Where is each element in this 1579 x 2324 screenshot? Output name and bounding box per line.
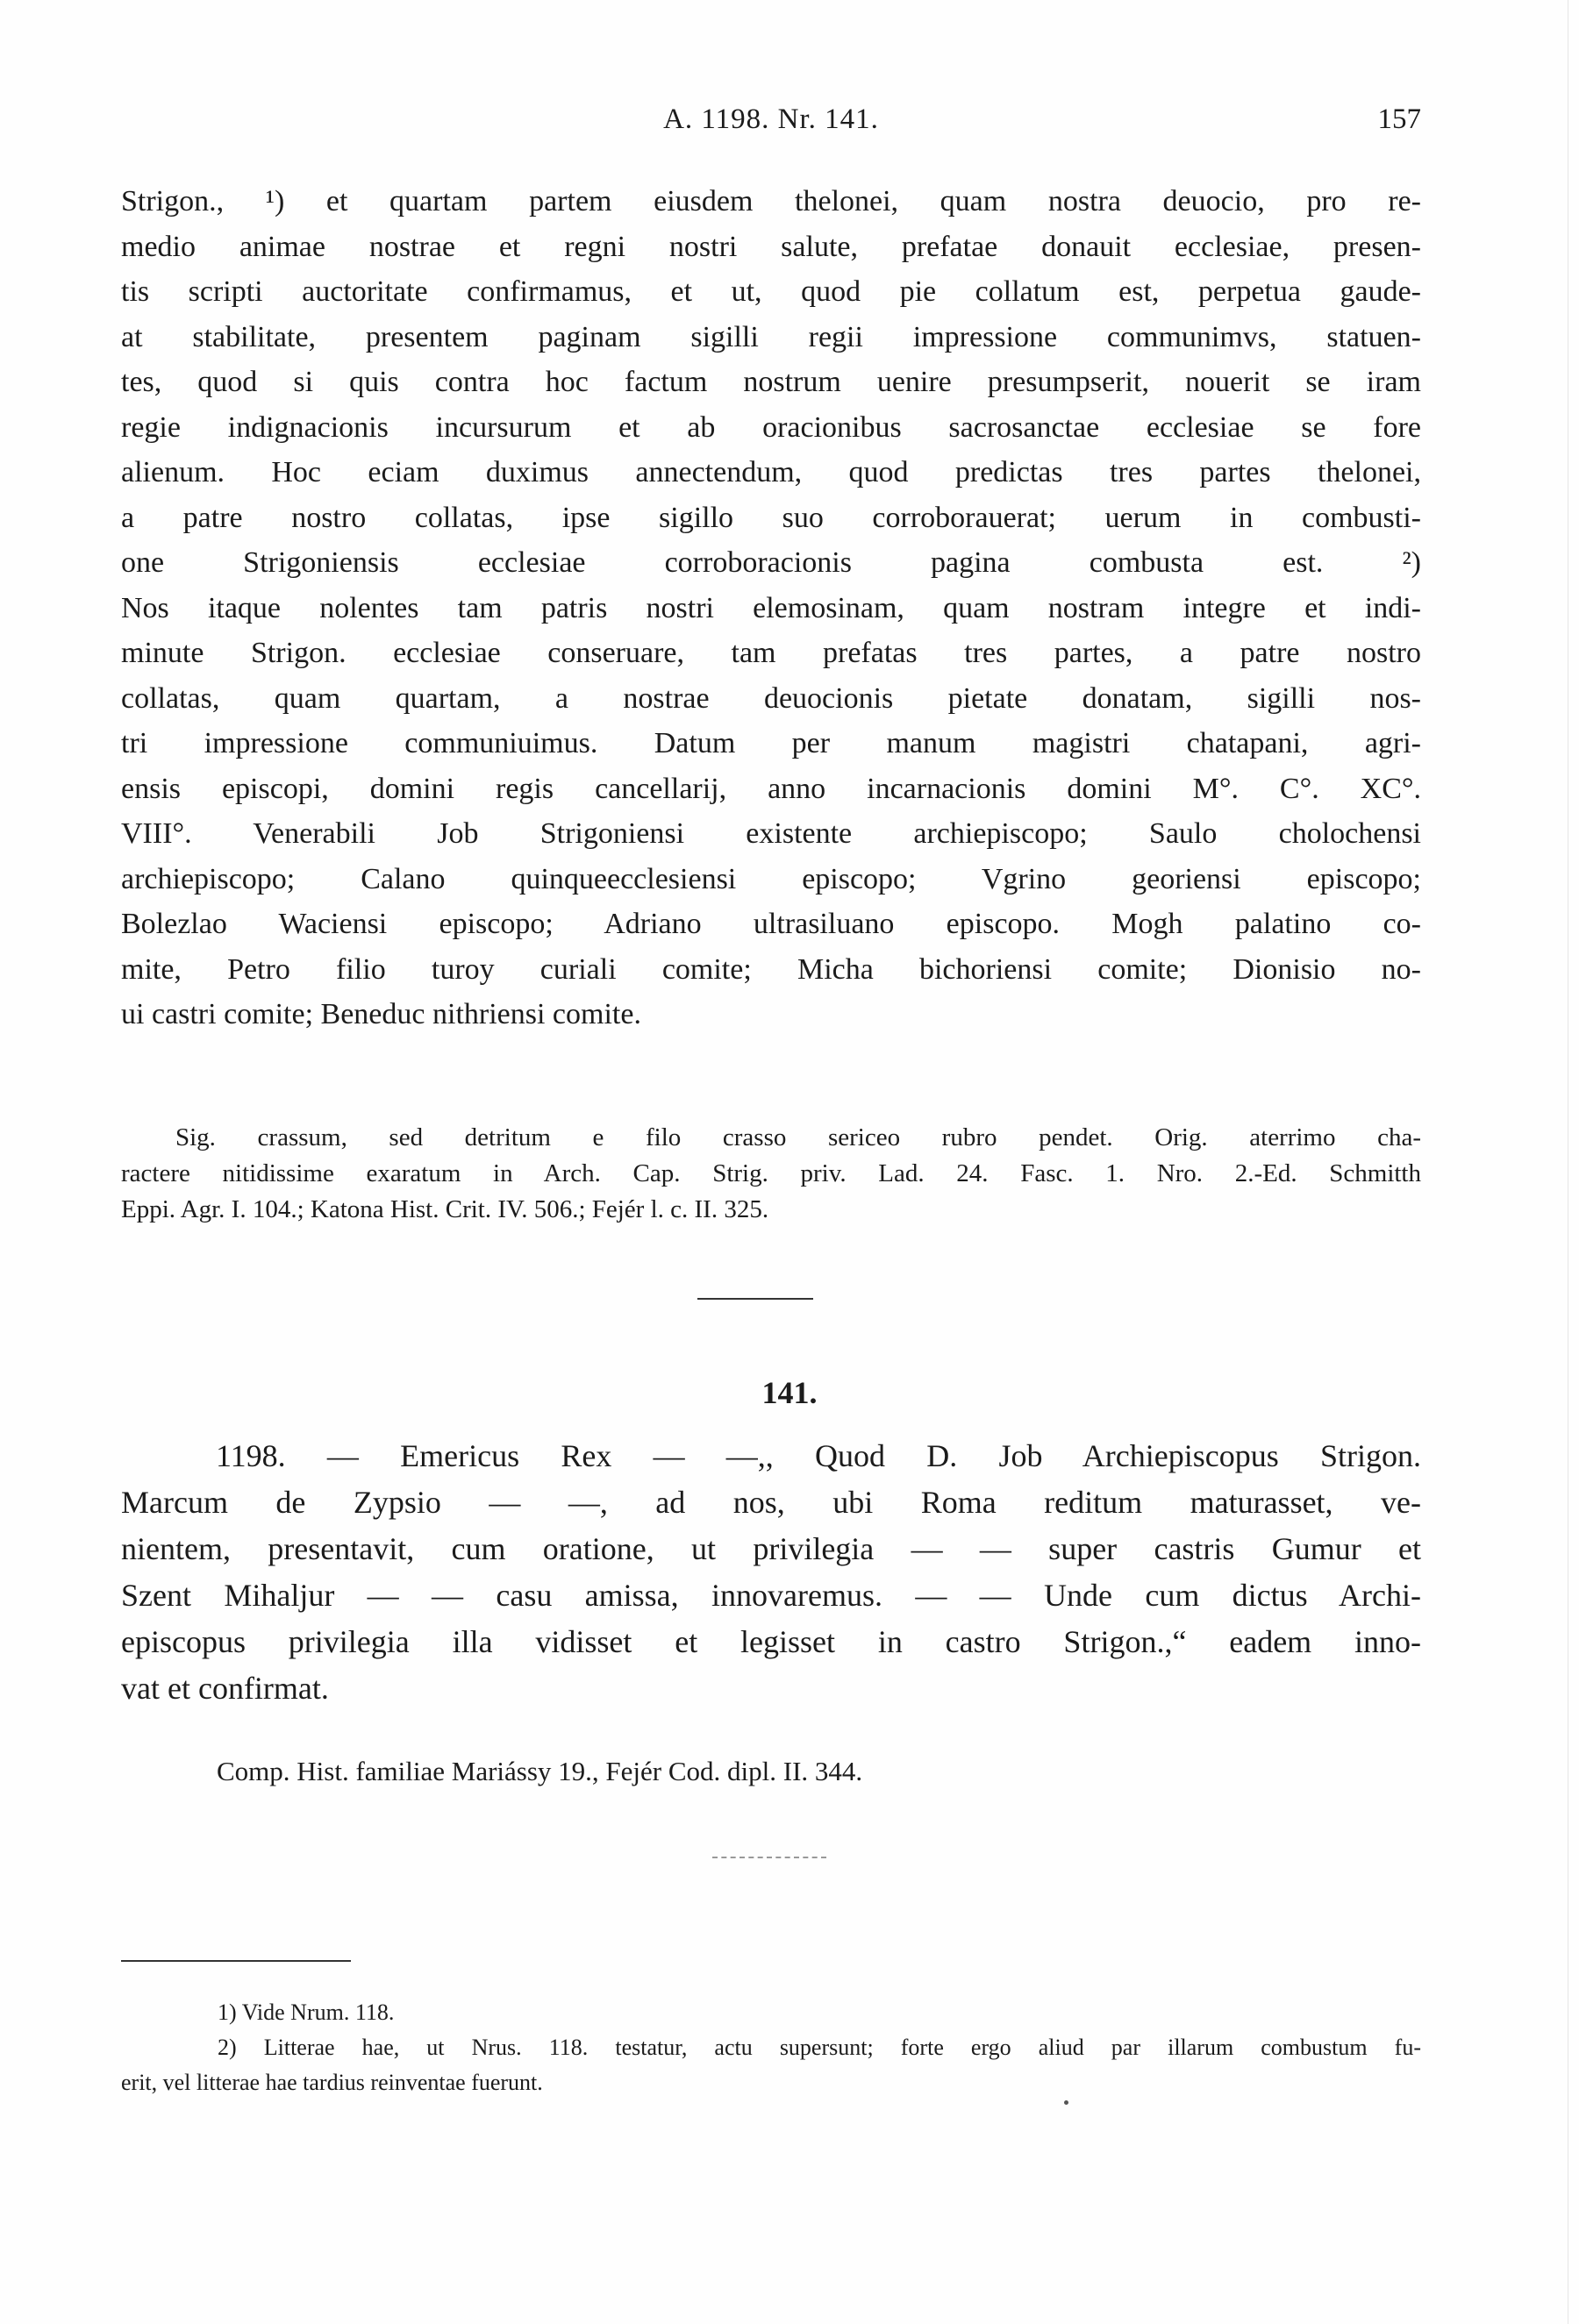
regest-line: nientem, presentavit, cum oratione, ut privilegia — — super castris Gumur et bbox=[121, 1531, 1421, 1566]
text-line: archiepiscopo; Calano quinqueecclesiensi episcopo; Vgrino georiensi episcopo; bbox=[121, 862, 1421, 895]
source-citation: Comp. Hist. familiae Mariássy 19., Fejér Cod. dipl. II. 344. bbox=[217, 1756, 863, 1786]
text-line: tes, quod si quis contra hoc factum nostrum uenire presumpserit, nouerit se iram bbox=[121, 366, 1421, 398]
text-line: Strigon., ¹) et quartam partem eiusdem thelonei, quam nostra deuocio, pro re- bbox=[121, 185, 1421, 217]
regest-line: Szent Mihaljur — — casu amissa, innovaremus. — — Unde cum dictus Archi- bbox=[121, 1578, 1421, 1613]
regest-text bbox=[121, 1433, 1421, 1712]
page-number: 157 bbox=[1377, 103, 1421, 135]
footnotes bbox=[121, 1995, 1421, 2100]
seal-note-line: Sig. crassum, sed detritum e filo crasso sericeo rubro pendet. Orig. aterrimo cha- bbox=[175, 1123, 1421, 1151]
text-line: VIII°. Venerabili Job Strigoniensi existente archiepiscopo; Saulo cholochensi bbox=[121, 817, 1421, 850]
text-line: alienum. Hoc eciam duximus annectendum, quod predictas tres partes thelonei, bbox=[121, 456, 1421, 488]
seal-note-line: ractere nitidissime exaratum in Arch. Cap. Strig. priv. Lad. 24. Fasc. 1. Nro. 2.-Ed. Schmitth bbox=[121, 1159, 1421, 1187]
seal-note-line: Eppi. Agr. I. 104.; Katona Hist. Crit. IV. 506.; Fejér l. c. II. 325. bbox=[121, 1195, 769, 1223]
dashed-divider bbox=[712, 1857, 826, 1858]
document-number: 141. bbox=[761, 1375, 818, 1410]
regest-line: 1198. — Emericus Rex — —,, Quod D. Job Archiepiscopus Strigon. bbox=[216, 1438, 1421, 1473]
running-head: A. 1198. Nr. 141. bbox=[663, 103, 879, 135]
text-line: tri impressione communiuimus. Datum per manum magistri chatapani, agri- bbox=[121, 727, 1421, 759]
ink-dot bbox=[1064, 2100, 1068, 2105]
text-line: one Strigoniensis ecclesiae corroboracionis pagina combusta est. ²) bbox=[121, 546, 1421, 579]
page-header bbox=[121, 103, 1421, 139]
section-divider bbox=[697, 1298, 813, 1300]
text-line: ensis episcopi, domini regis cancellarij, anno incarnacionis domini M°. C°. XC°. bbox=[121, 772, 1421, 805]
text-line: Bolezlao Waciensi episcopo; Adriano ultrasiluano episcopo. Mogh palatino co- bbox=[121, 908, 1421, 940]
regest-line: vat et confirmat. bbox=[121, 1671, 329, 1706]
text-line: ui castri comite; Beneduc nithriensi comite. bbox=[121, 998, 641, 1030]
regest-line: episcopus privilegia illa vidisset et legisset in castro Strigon.,“ eadem inno- bbox=[121, 1624, 1421, 1659]
text-line: collatas, quam quartam, a nostrae deuocionis pietate donatam, sigilli nos- bbox=[121, 681, 1421, 715]
footnote-1: 1) Vide Nrum. 118. bbox=[218, 2000, 395, 2025]
text-line: tis scripti auctoritate confirmamus, et ut, quod pie collatum est, perpetua gaude- bbox=[121, 275, 1421, 308]
footnote-2: 2) Litterae hae, ut Nrus. 118. testatur, actu supersunt; forte ergo aliud par illarum combustum fu- bbox=[218, 2035, 1421, 2060]
text-line: regie indignacionis incursurum et ab oracionibus sacrosanctae ecclesiae se fore bbox=[121, 410, 1421, 444]
text-line: at stabilitate, presentem paginam sigilli regii impressione communimvs, statuen- bbox=[121, 320, 1421, 353]
text-line: a patre nostro collatas, ipse sigillo suo corroborauerat; uerum in combusti- bbox=[121, 501, 1421, 534]
seal-note bbox=[121, 1120, 1421, 1228]
regest-line: Marcum de Zypsio — —, ad nos, ubi Roma reditum maturasset, ve- bbox=[121, 1485, 1421, 1520]
text-line: minute Strigon. ecclesiae conseruare, tam prefatas tres partes, a patre nostro bbox=[121, 637, 1421, 669]
text-line: medio animae nostrae et regni nostri salute, prefatae donauit ecclesiae, presen- bbox=[121, 230, 1421, 263]
footnote-rule bbox=[121, 1960, 351, 1962]
charter-text bbox=[121, 179, 1421, 1037]
text-line: Nos itaque nolentes tam patris nostri elemosinam, quam nostram integre et indi- bbox=[121, 591, 1421, 624]
text-line: mite, Petro filio turoy curiali comite; Micha bichoriensi comite; Dionisio no- bbox=[121, 952, 1421, 986]
footnote-2-continued: erit, vel litterae hae tardius reinventae fuerunt. bbox=[121, 2070, 543, 2095]
